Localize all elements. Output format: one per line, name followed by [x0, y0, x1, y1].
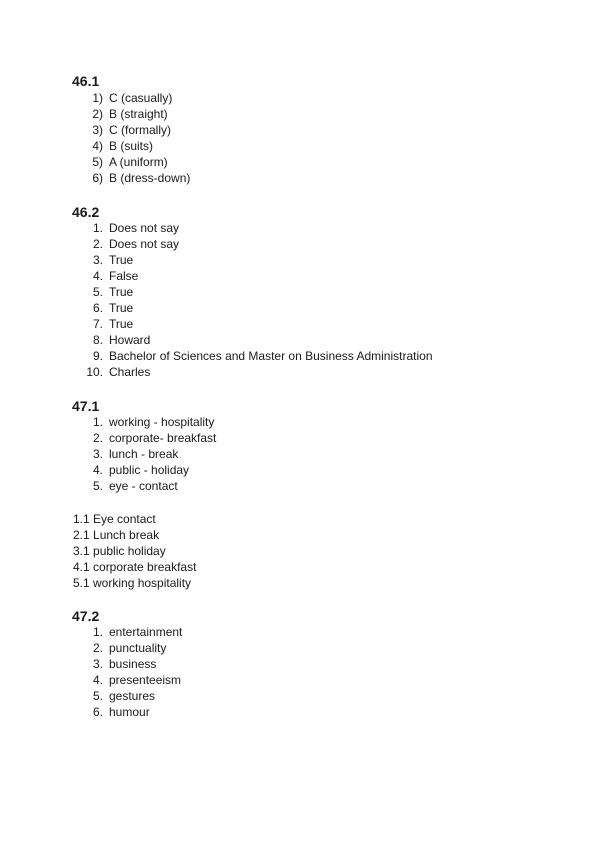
item-text: False [109, 269, 139, 283]
item-text: business [109, 657, 157, 671]
list-item: 3.1 public holiday [73, 544, 166, 558]
item-text: working - hospitality [109, 415, 215, 429]
section-heading-46-1: 46.1 [72, 73, 100, 89]
item-number: 8. [92, 333, 103, 347]
item-number: 3) [92, 123, 103, 137]
item-text: Howard [109, 333, 151, 347]
matching-list [73, 511, 196, 591]
item-number: 6. [92, 301, 103, 315]
item-text: entertainment [109, 625, 183, 639]
list-item: 1.1 Eye contact [73, 512, 156, 526]
item-text: True [109, 301, 134, 315]
item-number: 2) [92, 107, 103, 121]
item-text: Charles [109, 365, 151, 379]
item-number: 2. [92, 431, 103, 445]
item-number: 4. [92, 463, 103, 477]
item-text: B (suits) [109, 139, 154, 153]
section-heading-47-2: 47.2 [72, 608, 100, 624]
item-text: C (formally) [109, 123, 171, 137]
item-text: corporate- breakfast [109, 431, 217, 445]
item-text: lunch - break [109, 447, 179, 461]
section-heading-46-2: 46.2 [72, 204, 100, 220]
item-number: 5) [92, 155, 103, 169]
section-heading-47-1: 47.1 [72, 398, 100, 414]
item-number: 3. [92, 447, 103, 461]
item-number: 10. [86, 365, 103, 379]
item-number: 3. [92, 657, 103, 671]
item-number: 4. [92, 269, 103, 283]
item-number: 6. [92, 705, 103, 719]
item-text: Does not say [109, 237, 180, 251]
list-item: 5.1 working hospitality [73, 576, 192, 590]
item-text: humour [109, 705, 150, 719]
item-number: 3. [92, 253, 103, 267]
item-number: 4) [92, 139, 103, 153]
list-item: 4.1 corporate breakfast [73, 560, 197, 574]
item-number: 6) [92, 171, 103, 185]
item-number: 2. [92, 237, 103, 251]
item-number: 1. [92, 625, 103, 639]
item-text: True [109, 317, 134, 331]
item-text: True [109, 285, 134, 299]
item-number: 5. [92, 285, 103, 299]
item-number: 9. [92, 349, 103, 363]
list-item: 2.1 Lunch break [73, 528, 160, 542]
item-text: B (dress-down) [109, 171, 191, 185]
item-text: presenteeism [109, 673, 182, 687]
item-text: public - holiday [109, 463, 190, 477]
item-number: 2. [92, 641, 103, 655]
item-number: 7. [92, 317, 103, 331]
item-number: 1. [92, 415, 103, 429]
item-text: A (uniform) [109, 155, 168, 169]
item-text: eye - contact [109, 479, 178, 493]
item-number: 5. [92, 689, 103, 703]
item-number: 4. [92, 673, 103, 687]
item-text: Does not say [109, 221, 180, 235]
item-text: punctuality [109, 641, 167, 655]
item-number: 5. [92, 479, 103, 493]
item-number: 1. [92, 221, 103, 235]
item-text: B (straight) [109, 107, 168, 121]
item-number: 1) [92, 91, 103, 105]
item-text: C (casually) [109, 91, 173, 105]
item-text: Bachelor of Sciences and Master on Business Administration [109, 349, 433, 363]
item-text: True [109, 253, 134, 267]
item-text: gestures [109, 689, 156, 703]
